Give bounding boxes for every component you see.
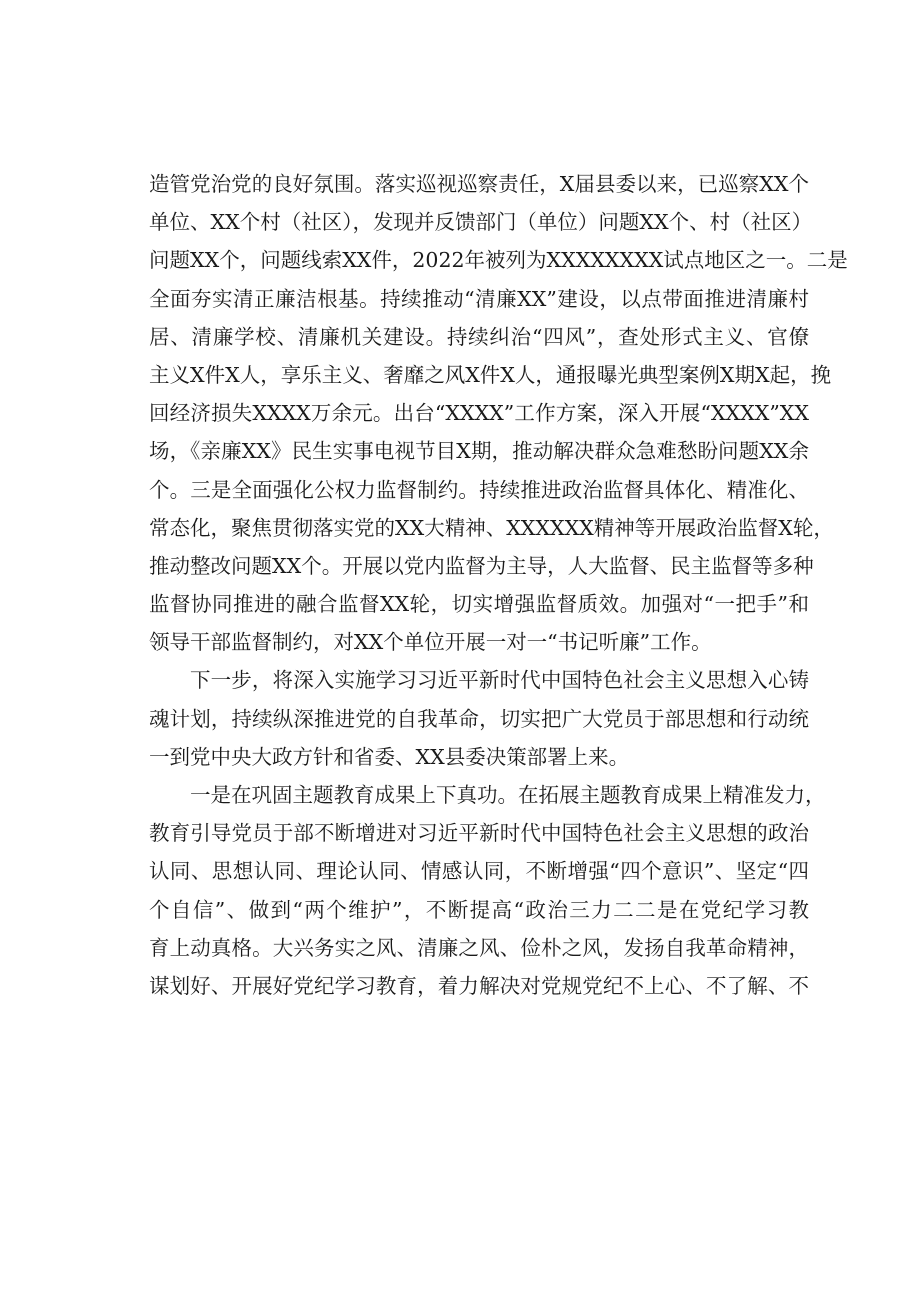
text-line: 个自信”、做到“两个维护”，不断提高“政治三力二二是在党纪学习教 [149, 897, 809, 922]
text-line: 推动整改问题XX个。开展以党内监督为主导，人大监督、民主监督等多种 [149, 553, 814, 578]
text-line: 魂计划，持续纵深推进党的自我革命，切实把广大党员于部思想和行动统 [149, 706, 809, 731]
text-line: 教育引导党员于部不断增进对习近平新时代中国特色社会主义思想的政治 [149, 821, 809, 846]
text-line: 居、清廉学校、清廉机关建设。持续纠治“四风”，查处形式主义、官僚 [149, 324, 809, 349]
text-line: 个。三是全面强化公权力监督制约。持续推进政治监督具体化、精准化、 [149, 477, 809, 502]
text-line: 问题XX个，问题线索XX件，2022年被列为XXXXXXXX试点地区之一。二是 [149, 248, 848, 273]
text-line: 全面夯实清正廉洁根基。持续推动“清廉XX”建设，以点带面推进清廉村 [149, 286, 809, 311]
text-line: 常态化，聚焦贯彻落实党的XX大精神、XXXXXX精神等开展政治监督X轮， [149, 515, 834, 540]
text-line: 认同、思想认同、理论认同、情感认同，不断增强“四个意识”、坚定“四 [149, 859, 809, 884]
text-line: 监督协同推进的融合监督XX轮，切实增强监督质效。加强对“一把手”和 [149, 592, 809, 617]
text-line: 育上动真格。大兴务实之风、清廉之风、俭朴之风，发扬自我革命精神， [149, 935, 809, 960]
paragraph [149, 165, 848, 661]
text-line: 谋划好、开展好党纪学习教育，着力解决对党规党纪不上心、不了解、不 [149, 973, 809, 998]
text-line: 回经济损失XXXX万余元。出台“XXXX”工作方案，深入开展“XXXX”XX [149, 401, 809, 426]
text-line: 领导干部监督制约，对XX个单位开展一对一“书记听廉”工作。 [149, 630, 712, 655]
text-line: 一是在巩固主题教育成果上下真功。在拓展主题教育成果上精准发力， [190, 783, 826, 807]
paragraph [149, 661, 809, 776]
text-line: 一到党中央大政方针和省委、XX县委决策部署上来。 [149, 744, 630, 769]
text-line: 下一步，将深入实施学习习近平新时代中国特色社会主义思想入心铸 [190, 668, 809, 693]
text-line: 单位、XX个村（社区），发现并反馈部门（单位）问题XX个、村（社区） [149, 210, 813, 235]
document-body [149, 165, 848, 1005]
paragraph [149, 776, 826, 1005]
text-line: 造管党治党的良好氛围。落实巡视巡察责任，X届县委以来，已巡察XX个 [149, 172, 809, 196]
text-line: 主义X件X人，享乐主义、奢靡之风X件X人，通报曝光典型案例X期X起，挽 [149, 362, 832, 387]
text-line: 场，《亲廉XX》民生实事电视节目X期，推动解决群众急难愁盼问题XX余 [149, 439, 809, 464]
